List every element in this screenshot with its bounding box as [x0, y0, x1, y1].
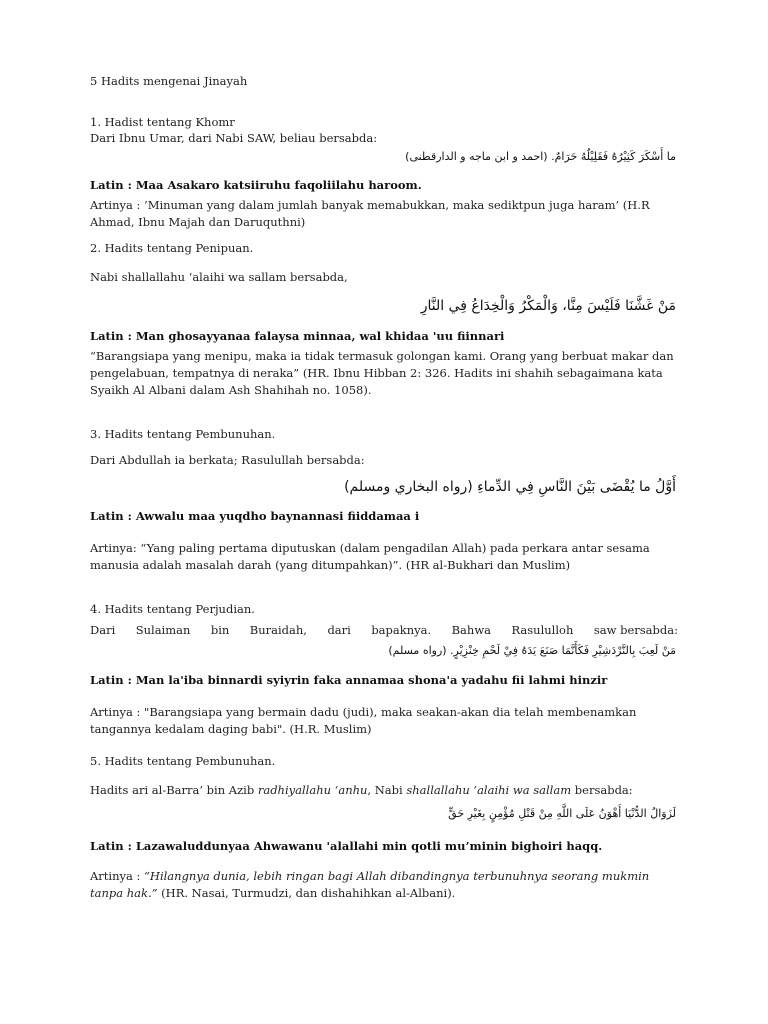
hadith-2-arabic: مَنْ غَشَّنَا فَلَيْسَ مِنَّا، وَالْمَكْرُ وَالْخِدَاعُ فِي النَّارِ: [420, 298, 676, 314]
meaning-source: (HR. Nasai, Turmudzi, dan dishahihkan al-Albani).: [157, 886, 456, 900]
intro-word: bapaknya.: [371, 623, 432, 637]
hadith-3-arabic: أَوَّلُ ما يُقْضَى بَيْنَ النَّاسِ فِي الدِّماءِ (رواه البخاري ومسلم): [344, 479, 676, 495]
intro-word: Dari: [90, 623, 116, 637]
intro-word: saw bersabda:: [593, 623, 678, 637]
hadith-1-intro: Dari Ibnu Umar, dari Nabi SAW, beliau bersabda:: [90, 131, 378, 145]
hadith-1-meaning: Artinya : ‘Minuman yang dalam jumlah banyak memabukkan, maka sediktpun juga haram’ (H.R Ahmad, Ibnu Majah dan Daruquthni): [90, 198, 650, 229]
intro-text: bersabda:: [571, 783, 633, 797]
intro-text: , Nabi: [367, 783, 407, 797]
hadith-4-arabic: مَنْ لَعِبَ بِالنَّرْدَشِيْرِ فَكَأَنَّمَا صَنَعَ يَدَهُ فِيْ لَحْمِ خِنْزِيْرٍ. (رواه مسلم): [388, 644, 676, 657]
intro-salutation: shallallahu ‘alaihi wa sallam: [406, 783, 572, 797]
hadith-4-intro: [90, 622, 678, 639]
hadith-1-latin: Latin : Maa Asakaro katsiiruhu faqoliilahu haroom.: [90, 178, 422, 192]
hadith-1-arabic: ما أَسْكَرَ كَثِيْرُهُ فَقَلِيْلُهُ حَرَامٌ. (احمد و ابن ماجه و الدارقطنى): [405, 150, 676, 163]
hadith-4-meaning: Artinya : "Barangsiapa yang bermain dadu (judi), maka seakan-akan dia telah membenamkan tangannya kedalam daging babi". (H.R. Muslim): [90, 705, 637, 736]
intro-text: Hadits ari al-Barra’ bin Azib: [90, 783, 258, 797]
intro-word: Rasululloh: [511, 623, 574, 637]
hadith-5-latin: Latin : Lazawaluddunyaa Ahwawanu 'alallahi min qotli mu’minin bighoiri haqq.: [90, 839, 603, 853]
intro-word: bin: [210, 623, 230, 637]
hadith-4-latin: Latin : Man la'iba binnardi syiyrin faka annamaa shona'a yadahu fii lahmi hinzir: [90, 673, 608, 687]
hadith-3-latin: Latin : Awwalu maa yuqdho baynannasi fiiddamaa i: [90, 509, 420, 523]
hadith-5-heading: 5. Hadits tentang Pembunuhan.: [90, 754, 276, 768]
intro-word: dari: [327, 623, 351, 637]
intro-word: Buraidah,: [249, 623, 307, 637]
document-title: 5 Hadits mengenai Jinayah: [90, 74, 248, 88]
intro-word: Sulaiman: [135, 623, 191, 637]
hadith-2-heading: 2. Hadits tentang Penipuan.: [90, 241, 254, 255]
hadith-3-meaning: Artinya: “Yang paling pertama diputuskan (dalam pengadilan Allah) pada perkara antar sesama manusia adalah masalah darah (yang ditumpahkan)”. (HR al-Bukhari dan Muslim): [90, 541, 650, 572]
meaning-label: Artinya :: [90, 869, 145, 883]
hadith-2-intro: Nabi shallallahu ‘alaihi wa sallam bersabda,: [90, 270, 348, 284]
intro-word: Bahwa: [451, 623, 492, 637]
hadith-2-latin: Latin : Man ghosayyanaa falaysa minnaa, wal khidaa 'uu fiinnari: [90, 329, 505, 343]
hadith-5-meaning: [90, 868, 678, 902]
hadith-1-heading: 1. Hadist tentang Khomr: [90, 115, 235, 129]
hadith-3-intro: Dari Abdullah ia berkata; Rasulullah bersabda:: [90, 453, 365, 467]
hadith-2-meaning: “Barangsiapa yang menipu, maka ia tidak termasuk golongan kami. Orang yang berbuat makar dan pengelabuan, tempatnya di neraka” (HR. Ibnu Hibban 2: 326. Hadits ini shahih sebagaimana kata Syaikh Al Albani dalam Ash Shahihah no. 1058).: [90, 349, 674, 397]
meaning-quote: “Hilangnya dunia, lebih ringan bagi Allah dibandingnya terbunuhnya seorang mukmin tanpa hak.”: [90, 869, 650, 900]
intro-honorific: radhiyallahu ‘anhu: [257, 783, 368, 797]
hadith-3-heading: 3. Hadits tentang Pembunuhan.: [90, 427, 276, 441]
hadith-5-arabic: لَزَوَالُ الدُّنْيَا أَهْوَنُ عَلَى اللَّهِ مِنْ قَتْلِ مُؤْمِنٍ بِغَيْرِ حَقٍّ: [448, 807, 676, 820]
hadith-4-heading: 4. Hadits tentang Perjudian.: [90, 602, 255, 616]
hadith-5-intro: [90, 782, 678, 799]
